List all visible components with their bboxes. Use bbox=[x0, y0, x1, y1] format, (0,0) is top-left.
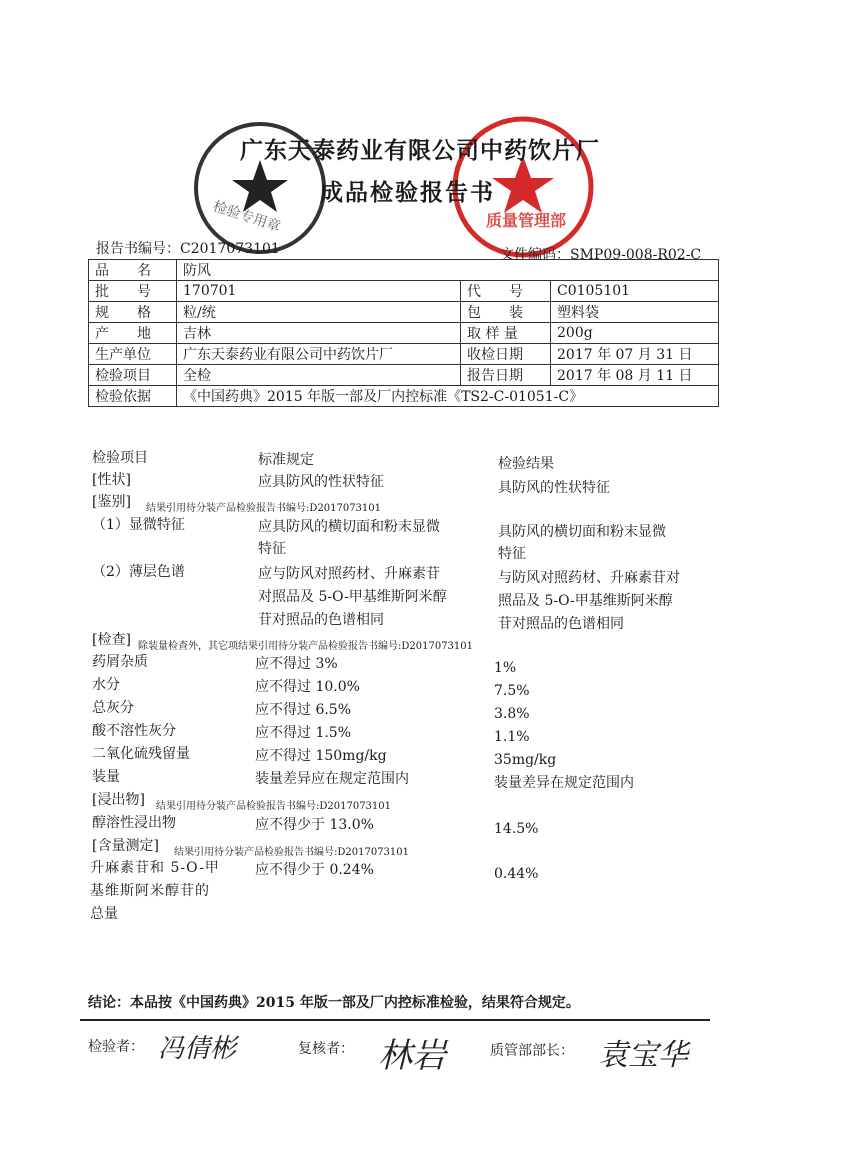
check-row-result: 1% bbox=[494, 660, 517, 676]
inspector-label: 检验者： bbox=[88, 1039, 144, 1055]
tlc-result-2: 照品及 5-O-甲基维斯阿米醇 bbox=[498, 593, 673, 609]
check-row-name: 总灰分 bbox=[92, 700, 134, 716]
traits-result: 具防风的性状特征 bbox=[498, 480, 610, 496]
assay-standard: 应不得少于 0.24% bbox=[255, 862, 374, 878]
maker-value: 广东天泰药业有限公司中药饮片厂 bbox=[177, 344, 461, 365]
assay-note: 结果引用待分装产品检验报告书编号:D2017073101 bbox=[174, 847, 410, 858]
tlc-standard-1: 应与防风对照药材、升麻素苷 bbox=[258, 566, 440, 582]
extract-standard: 应不得少于 13.0% bbox=[255, 817, 374, 833]
batch-value: 170701 bbox=[177, 281, 461, 302]
check-row-standard: 应不得过 10.0% bbox=[255, 679, 360, 695]
micro-standard-1: 应具防风的横切面和粉末显微 bbox=[258, 519, 440, 535]
code-label: 代 号 bbox=[461, 281, 551, 302]
check-row-name: 二氧化硫残留量 bbox=[92, 746, 190, 762]
file-no-label: 文件编码： bbox=[500, 247, 570, 263]
basis-label: 检验依据 bbox=[89, 386, 177, 407]
signature-divider bbox=[80, 1019, 710, 1021]
extract-result: 14.5% bbox=[494, 821, 539, 837]
sample-label: 取 样 量 bbox=[461, 323, 551, 344]
check-row-standard: 应不得过 1.5% bbox=[255, 725, 352, 741]
report-title: 成品检验报告书 bbox=[320, 179, 495, 206]
company-title: 广东天泰药业有限公司中药饮片厂 bbox=[240, 137, 600, 164]
reviewer-signature: 林岩 bbox=[378, 1036, 446, 1076]
check-row-standard: 装量差异应在规定范围内 bbox=[255, 771, 409, 787]
product-value: 防风 bbox=[177, 260, 719, 281]
assay-name-1: 升麻素苷和 5-O-甲 bbox=[90, 860, 220, 876]
check-row-name: 酸不溶性灰分 bbox=[92, 723, 176, 739]
product-label: 品 名 bbox=[89, 260, 177, 281]
check-row-name: 药屑杂质 bbox=[92, 654, 148, 670]
inspection-seal-sub: 检验专用章 bbox=[210, 198, 283, 236]
check-row-standard: 应不得过 150mg/kg bbox=[255, 748, 387, 764]
check-row-result: 装量差异在规定范围内 bbox=[494, 775, 634, 791]
assay-name-2: 基维斯阿米醇苷的 bbox=[90, 883, 210, 899]
tlc-standard-2: 对照品及 5-O-甲基维斯阿米醇 bbox=[258, 589, 447, 605]
assay-result: 0.44% bbox=[494, 866, 539, 882]
file-no-value: SMP09-008-R02-C bbox=[570, 247, 702, 263]
spec-value: 粒/统 bbox=[177, 302, 461, 323]
basis-value: 《中国药典》2015 年版一部及厂内控标准《TS2-C-01051-C》 bbox=[177, 386, 719, 407]
report-date-value: 2017 年 08 月 11 日 bbox=[551, 365, 719, 386]
header-standard: 标准规定 bbox=[258, 452, 314, 468]
check-row-result: 7.5% bbox=[494, 683, 530, 699]
traits-standard: 应具防风的性状特征 bbox=[258, 474, 384, 490]
check-row-name: 水分 bbox=[92, 677, 120, 693]
inspector-signature: 冯倩彬 bbox=[158, 1034, 237, 1064]
batch-label: 批 号 bbox=[89, 281, 177, 302]
assay-name-3: 总量 bbox=[90, 906, 118, 922]
report-no-value: C2017073101 bbox=[180, 241, 280, 257]
tlc-standard-3: 苷对照品的色谱相同 bbox=[258, 612, 384, 628]
extract-name: 醇溶性浸出物 bbox=[92, 815, 176, 831]
origin-label: 产 地 bbox=[89, 323, 177, 344]
check-row-standard: 应不得过 3% bbox=[255, 656, 338, 672]
header-result: 检验结果 bbox=[498, 456, 554, 472]
assay-label: [含量测定] bbox=[92, 838, 159, 854]
header-item: 检验项目 bbox=[92, 450, 148, 466]
maker-label: 生产单位 bbox=[89, 344, 177, 365]
reviewer-label: 复核者： bbox=[298, 1041, 354, 1057]
check-label: [检查] bbox=[92, 632, 131, 648]
micro-result-1: 具防风的横切面和粉末显微 bbox=[498, 524, 666, 540]
pack-label: 包 装 bbox=[461, 302, 551, 323]
qa-head-signature: 袁宝华 bbox=[598, 1038, 688, 1073]
ident-note: 结果引用待分装产品检验报告书编号:D2017073101 bbox=[146, 503, 382, 514]
tlc-result-3: 苷对照品的色谱相同 bbox=[498, 616, 624, 632]
check-row-standard: 应不得过 6.5% bbox=[255, 702, 352, 718]
recv-date-value: 2017 年 07 月 31 日 bbox=[551, 344, 719, 365]
check-row-name: 装量 bbox=[92, 769, 120, 785]
item-label: 检验项目 bbox=[89, 365, 177, 386]
micro-result-2: 特征 bbox=[498, 546, 526, 562]
code-value: C0105101 bbox=[551, 281, 719, 302]
micro-standard-2: 特征 bbox=[258, 541, 286, 557]
recv-date-label: 收检日期 bbox=[461, 344, 551, 365]
check-row-result: 3.8% bbox=[494, 706, 530, 722]
extract-note: 结果引用待分装产品检验报告书编号:D2017073101 bbox=[156, 801, 392, 812]
conclusion: 结论：本品按《中国药典》2015 年版一部及厂内控标准检验，结果符合规定。 bbox=[88, 995, 580, 1011]
tlc-name: （2）薄层色谱 bbox=[92, 564, 185, 580]
pack-value: 塑料袋 bbox=[551, 302, 719, 323]
sample-value: 200g bbox=[551, 323, 719, 344]
spec-label: 规 格 bbox=[89, 302, 177, 323]
report-no-label: 报告书编号： bbox=[96, 241, 180, 257]
check-row-result: 1.1% bbox=[494, 729, 530, 745]
report-date-label: 报告日期 bbox=[461, 365, 551, 386]
tlc-result-1: 与防风对照药材、升麻素苷对 bbox=[498, 570, 680, 586]
report-number bbox=[96, 238, 280, 258]
info-table bbox=[88, 259, 719, 407]
qa-seal-sub: 质量管理部 bbox=[486, 211, 567, 230]
qa-head-label: 质管部部长： bbox=[490, 1043, 574, 1059]
micro-name: （1）显微特征 bbox=[92, 517, 185, 533]
ident-label: [鉴别] bbox=[92, 494, 131, 510]
origin-value: 吉林 bbox=[177, 323, 461, 344]
extract-label: [浸出物] bbox=[92, 792, 145, 808]
traits-label: [性状] bbox=[92, 472, 131, 488]
check-row-result: 35mg/kg bbox=[494, 752, 557, 768]
check-note: 除装量检查外，其它项结果引用待分装产品检验报告书编号:D2017073101 bbox=[138, 641, 474, 652]
item-value: 全检 bbox=[177, 365, 461, 386]
